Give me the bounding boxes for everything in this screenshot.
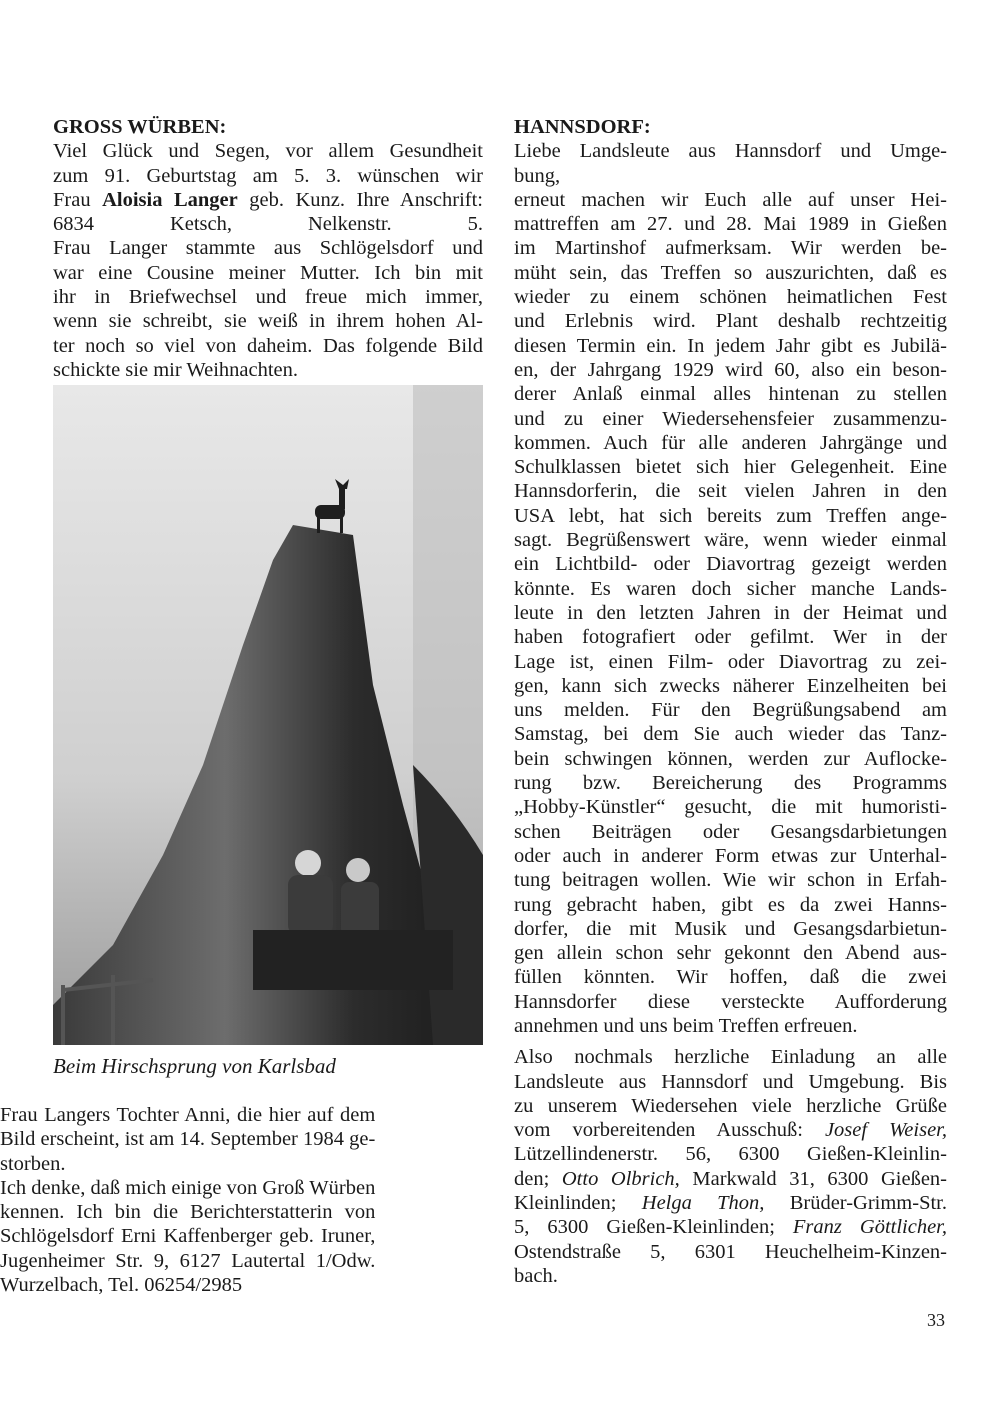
text-line: ter noch so viel von daheim. Das folgende Bild [53,334,483,357]
text-line: haben fotografiert oder gefilmt. Wer in der [514,626,947,649]
paragraph [514,139,947,1038]
section-heading-gross-wuerben: GROSS WÜRBEN: [53,116,227,138]
text-line: bung, [514,164,561,187]
text-line: kommen. Auch für alle anderen Jahrgänge und [514,431,947,454]
text-line: 6834 Ketsch, Nelkenstr. 5. [53,213,483,236]
text-line: diesen Termin ein. In jedem Jahr gibt es Jubilä- [514,334,947,357]
text-line [514,1118,947,1142]
text-segment: Kleinlinden; [514,1192,642,1215]
right-column [514,115,947,1288]
text-line: storben. [0,1152,66,1175]
text-segment: den; [514,1167,562,1190]
text-line: oder auch in anderer Form etwas zur Unterhal- [514,844,947,867]
page-number: 33 [927,1310,945,1330]
text-line: zum 91. Geburtstag am 5. 3. wünschen wir [53,164,483,187]
text-line [53,188,483,212]
text-segment: 5, 6300 Gießen-Kleinlinden; [514,1216,793,1239]
text-line: schickte sie mir Weihnachten. [53,358,299,381]
text-line [514,1215,947,1239]
text-line: Landsleute aus Hannsdorf und Umgebung. Bis [514,1070,947,1093]
text-line: derer Anlaß einmal alles hintenan zu stellen [514,383,947,406]
text-segment: Markwald 31, 6300 Gießen- [679,1167,948,1190]
text-line: Wurzelbach, Tel. 06254/2985 [0,1274,243,1297]
text-line: Bild erscheint, ist am 14. September 1984 ge- [0,1128,376,1151]
text-line: Lage ist, einen Film- oder Diavortrag zu zei- [514,650,947,673]
text-line: rung bzw. Bereicherung des Programms [514,772,947,795]
paragraph [53,139,483,382]
text-line: Ostendstraße 5, 6301 Heuchelheim-Kinzen- [514,1240,947,1263]
text-line: schen Beiträgen oder Gesangsdarbietungen [514,820,947,843]
text-line: Samstag, bei dem Sie auch wieder das Tanz- [514,723,947,746]
text-segment: Brüder-Grimm-Str. [764,1192,948,1215]
text-line: zu unserem Wiedersehen viele herzliche Grüße [514,1094,947,1117]
left-column [53,115,483,382]
text-line: Liebe Landsleute aus Hannsdorf und Umge- [514,140,947,163]
text-line: war eine Cousine meiner Mutter. Ich bin mit [53,261,483,284]
photo-hirschsprung-karlsbad [53,385,483,1045]
text-line: uns melden. Für den Begrüßungsabend am [514,699,947,722]
paragraph [514,1045,947,1288]
text-line: bein schwingen können, werden zur Auflocke- [514,747,947,770]
text-segment: vom vorbereitenden Ausschuß: [514,1119,825,1142]
text-line: annehmen und uns beim Treffen erfreuen. [514,1014,858,1037]
text-line: Viel Glück und Segen, vor allem Gesundheit [53,140,483,163]
text-line [514,1191,947,1215]
text-line: gen, kann sich zwecks näherer Einzelheiten bei [514,674,947,697]
text-line: Also nochmals herzliche Einladung an alle [514,1046,947,1069]
text-line: Schulklassen bietet sich hier Gelegenheit. Eine [514,456,947,479]
text-line: „Hobby-Künstler“ gesucht, die mit humoristi- [514,796,947,819]
text-line: wieder zu einem schönen heimatlichen Fest [514,286,947,309]
text-line: Ich denke, daß mich einige von Groß Würben [0,1176,376,1199]
text-line: ein Lichtbild- oder Diavortrag gezeigt werden [514,553,947,576]
text-line: und Erlebnis wird. Plant deshalb rechtzeitig [514,310,947,333]
text-line: Jugenheimer Str. 9, 6127 Lautertal 1/Odw. [0,1249,376,1272]
section-heading-hannsdorf: HANNSDORF: [514,116,651,138]
italic-name: Franz Göttlicher, [792,1216,948,1239]
text-line: en, der Jahrgang 1929 wird 60, also ein beson- [514,358,947,381]
text-line: dorfer, die mit Musik und Gesangsdarbietun- [514,917,947,940]
text-line: müht sein, das Treffen so auszurichten, daß es [514,261,947,284]
text-line: Hannsdorferin, die seit vielen Jahren in den [514,480,947,503]
text-line: wenn sie schreibt, sie weiß in ihrem hohen Al- [53,310,483,333]
text-line: Lützellindenerstr. 56, 6300 Gießen-Kleinlin- [514,1143,947,1166]
text-line: Frau Langer stammte aus Schlögelsdorf und [53,237,483,260]
text-line: rung gebracht haben, gibt es da zwei Hanns- [514,893,947,916]
text-line: Schlögelsdorf Erni Kaffenberger geb. Iruner, [0,1225,376,1248]
photo-caption: Beim Hirschsprung von Karlsbad [53,1054,336,1078]
paragraph [0,1103,375,1297]
text-line: erneut machen wir Euch alle auf unser Hei- [514,188,947,211]
italic-name: Josef Weiser, [824,1119,947,1142]
bold-name: Aloisia Langer [102,188,238,211]
text-line: USA lebt, hat sich bereits zum Treffen ange- [514,504,947,527]
italic-name: Helga Thon, [641,1192,765,1215]
text-line [514,1167,947,1191]
text-line: füllen könnten. Wir hoffen, daß die zwei [514,966,947,989]
text-line: bach. [514,1264,558,1287]
text-line: leute in den letzten Jahren in der Heimat und [514,601,947,624]
text-line: im Martinshof aufmerksam. Wir werden be- [514,237,947,260]
text-line: könnte. Es waren doch sicher manche Lands- [514,577,947,600]
text-line: gen allein schon sehr gekonnt den Abend aus- [514,942,947,965]
text-line: tung beitragen wollen. Wie wir schon in Erfah- [514,869,947,892]
italic-name: Otto Olbrich, [561,1167,680,1190]
text-line: Frau Langers Tochter Anni, die hier auf dem [0,1104,376,1126]
text-line: Hannsdorfer diese versteckte Aufforderung [514,990,947,1013]
text-line: und zu einer Wiedersehensfeier zusammenzu- [514,407,947,430]
left-column-lower [0,1103,375,1297]
text-segment: Frau [53,188,103,211]
text-line: sagt. Begrüßenswert wäre, wenn wieder einmal [514,529,947,552]
text-line: ihr in Briefwechsel und freue mich immer, [53,286,483,309]
text-line: mattreffen am 27. und 28. Mai 1989 in Gießen [514,213,947,236]
text-segment: geb. Kunz. Ihre Anschrift: [237,188,484,211]
text-line: kennen. Ich bin die Berichterstatterin von [0,1201,376,1224]
